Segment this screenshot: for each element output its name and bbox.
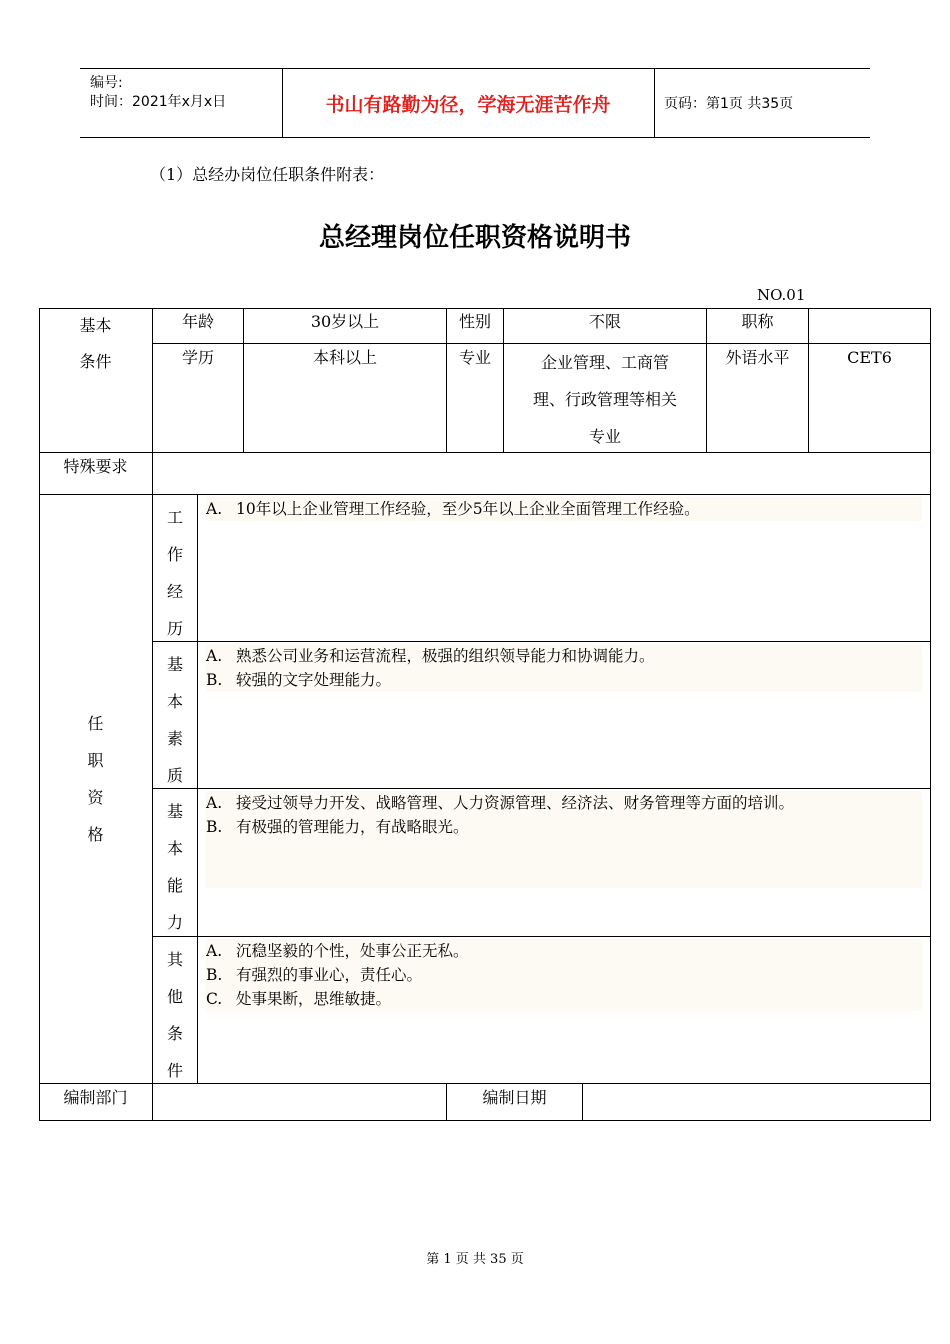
age-label: 年龄 <box>153 308 244 344</box>
qualification-label-char: 格 <box>87 825 104 844</box>
work-experience-label <box>153 495 198 642</box>
section-label-char: 能 <box>166 876 183 895</box>
edu-value: 本科以上 <box>244 344 447 453</box>
header-meta <box>80 69 283 137</box>
basic-quality-content <box>198 642 931 789</box>
list-item <box>206 791 922 815</box>
item-list <box>206 644 922 692</box>
serial-label: 编号: <box>90 75 123 91</box>
item-text: 处事果断，思维敏捷。 <box>236 990 392 1008</box>
basic-label-cell <box>39 308 153 453</box>
page-header <box>80 68 870 138</box>
item-letter: C. <box>206 990 223 1008</box>
section-label-char: 力 <box>166 913 183 932</box>
list-item <box>206 497 922 521</box>
other-conditions-content <box>198 937 931 1084</box>
section-label-char: 质 <box>166 766 183 785</box>
qualification-label-char: 职 <box>87 751 104 770</box>
list-item <box>206 963 922 987</box>
item-list <box>206 939 922 1011</box>
basic-ability-label <box>153 789 198 937</box>
item-text: 接受过领导力开发、战略管理、人力资源管理、经济法、财务管理等方面的培训。 <box>236 794 795 812</box>
document-title: 总经理岗位任职资格说明书 <box>318 223 631 253</box>
list-item <box>206 668 922 692</box>
time-label: 时间：2021年x月x日 <box>90 94 227 110</box>
gender-value: 不限 <box>504 308 707 344</box>
lang-value: CET6 <box>809 344 931 453</box>
section-label-char: 基 <box>166 802 183 821</box>
item-letter: A. <box>206 647 223 665</box>
item-letter: B. <box>206 966 223 984</box>
item-text: 熟悉公司业务和运营流程，极强的组织领导能力和协调能力。 <box>236 647 655 665</box>
section-label-char: 本 <box>166 839 183 858</box>
document-number: NO.01 <box>757 286 806 304</box>
list-item <box>206 644 922 668</box>
other-conditions-label <box>153 937 198 1084</box>
item-text: 10年以上企业管理工作经验，至少5年以上企业全面管理工作经验。 <box>236 500 700 518</box>
section-label-char: 基 <box>166 655 183 674</box>
major-line: 理、行政管理等相关 <box>532 390 677 409</box>
qualification-label-char: 资 <box>87 788 104 807</box>
section-label-char: 经 <box>166 582 183 601</box>
item-text: 有强烈的事业心，责任心。 <box>236 966 423 984</box>
item-list <box>206 497 922 521</box>
item-text: 沉稳坚毅的个性，处事公正无私。 <box>236 942 469 960</box>
item-text: 较强的文字处理能力。 <box>236 671 392 689</box>
qualification-label-cell <box>39 495 153 1084</box>
list-item <box>206 815 922 839</box>
qualification-table <box>39 308 931 1121</box>
item-letter: B. <box>206 818 223 836</box>
gender-label: 性别 <box>447 308 504 344</box>
basic-quality-label <box>153 642 198 789</box>
item-letter: B. <box>206 671 223 689</box>
section-label-char: 素 <box>166 729 183 748</box>
intro-text: （1）总经办岗位任职条件附表： <box>150 165 385 184</box>
lang-label: 外语水平 <box>707 344 809 453</box>
special-label: 特殊要求 <box>39 453 153 495</box>
date-value <box>583 1084 931 1121</box>
section-label-char: 条 <box>166 1024 183 1043</box>
title-label: 职称 <box>707 308 809 344</box>
list-item <box>206 987 922 1011</box>
item-text: 有极强的管理能力，有战略眼光。 <box>236 818 469 836</box>
qualification-label-char: 任 <box>87 714 104 733</box>
basic-label-line1: 基本 <box>79 316 112 335</box>
dept-label: 编制部门 <box>39 1084 153 1121</box>
dept-value <box>153 1084 447 1121</box>
special-value <box>153 453 931 495</box>
major-value <box>504 344 707 453</box>
item-letter: A. <box>206 794 223 812</box>
page-footer: 第 1 页 共 35 页 <box>426 1252 524 1267</box>
header-page-label: 页码：第1页 共35页 <box>664 96 794 112</box>
major-line: 企业管理、工商管 <box>540 353 669 372</box>
section-label-char: 本 <box>166 692 183 711</box>
section-label-char: 工 <box>166 508 183 527</box>
section-label-char: 其 <box>166 950 183 969</box>
item-letter: A. <box>206 942 223 960</box>
section-label-char: 历 <box>166 619 183 638</box>
date-label: 编制日期 <box>447 1084 583 1121</box>
major-label: 专业 <box>447 344 504 453</box>
basic-ability-content <box>198 789 931 937</box>
section-label-char: 作 <box>166 545 183 564</box>
major-line: 专业 <box>588 427 621 446</box>
item-letter: A. <box>206 500 223 518</box>
section-label-char: 他 <box>166 987 183 1006</box>
header-motto: 书山有路勤为径，学海无涯苦作舟 <box>282 69 655 137</box>
basic-label-line2: 条件 <box>79 352 112 371</box>
age-value: 30岁以上 <box>244 308 447 344</box>
title-value <box>809 308 931 344</box>
work-experience-content <box>198 495 931 642</box>
item-list <box>206 791 922 888</box>
section-label-char: 件 <box>166 1061 183 1080</box>
edu-label: 学历 <box>153 344 244 453</box>
list-item <box>206 939 922 963</box>
